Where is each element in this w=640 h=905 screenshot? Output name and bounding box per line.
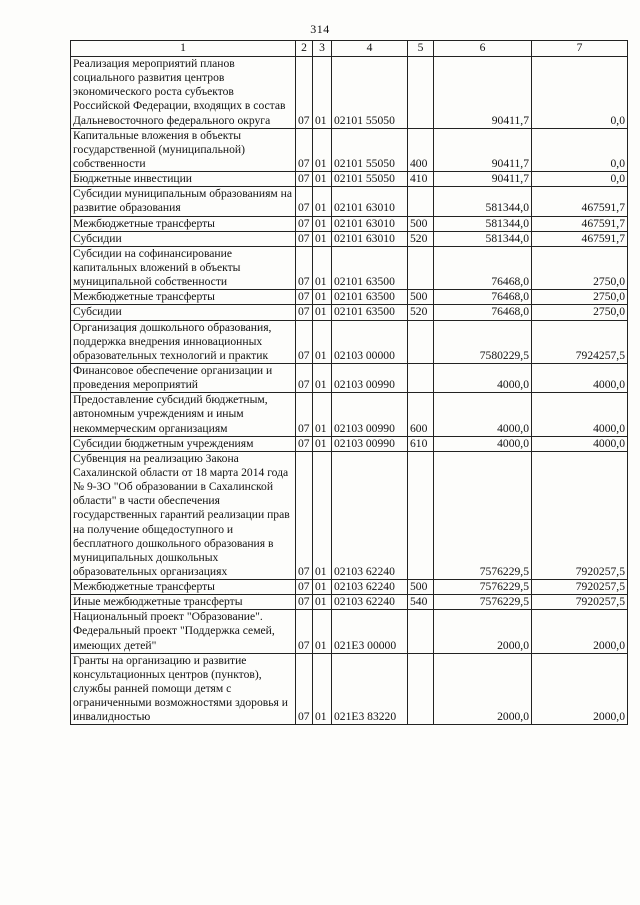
row-name: Финансовое обеспечение организации и проведения мероприятий [71,363,296,392]
page-number: 314 [310,22,330,36]
amount-year-1: 76468,0 [434,305,532,320]
section-code: 07 [296,436,313,451]
subsection-code: 01 [313,595,332,610]
expense-type-code [408,363,434,392]
amount-year-1: 76468,0 [434,246,532,289]
row-name: Организация дошкольного образования, поддержка внедрения инновационных образовательных технологий и практик [71,320,296,363]
amount-year-2: 0,0 [532,172,628,187]
expense-type-code: 500 [408,216,434,231]
amount-year-1: 7576229,5 [434,595,532,610]
section-code: 07 [296,172,313,187]
target-article-code: 02101 63500 [332,246,408,289]
section-code: 07 [296,451,313,579]
amount-year-2: 4000,0 [532,363,628,392]
table-row [71,57,628,129]
column-header: 6 [434,41,532,57]
row-name: Субсидии на софинансирование капитальных вложений в объекты муниципальной собственности [71,246,296,289]
amount-year-2: 2000,0 [532,610,628,653]
amount-year-1: 7580229,5 [434,320,532,363]
row-name: Реализация мероприятий планов социального развития центров экономического роста субъектов Российской Федерации, входящих в состав Дальневосточного федерального округа [71,57,296,129]
subsection-code: 01 [313,393,332,436]
target-article-code: 02101 63010 [332,187,408,216]
amount-year-2: 2750,0 [532,305,628,320]
target-article-code: 02101 63010 [332,216,408,231]
expense-type-code: 520 [408,231,434,246]
row-name: Межбюджетные трансферты [71,580,296,595]
row-name: Бюджетные инвестиции [71,172,296,187]
section-code: 07 [296,305,313,320]
amount-year-2: 0,0 [532,128,628,171]
expense-type-code [408,320,434,363]
column-header: 1 [71,41,296,57]
expense-type-code: 520 [408,305,434,320]
expense-type-code [408,246,434,289]
amount-year-2: 467591,7 [532,187,628,216]
section-code: 07 [296,580,313,595]
amount-year-2: 7920257,5 [532,580,628,595]
amount-year-1: 7576229,5 [434,580,532,595]
subsection-code: 01 [313,320,332,363]
expense-type-code: 610 [408,436,434,451]
amount-year-1: 7576229,5 [434,451,532,579]
target-article-code: 02101 63500 [332,305,408,320]
amount-year-1: 4000,0 [434,436,532,451]
subsection-code: 01 [313,363,332,392]
column-header: 2 [296,41,313,57]
target-article-code: 021E3 00000 [332,610,408,653]
table-row [71,610,628,653]
column-header: 7 [532,41,628,57]
amount-year-2: 7920257,5 [532,595,628,610]
row-name: Субсидии муниципальным образованиям на развитие образования [71,187,296,216]
table-row [71,172,628,187]
target-article-code: 02103 62240 [332,595,408,610]
target-article-code: 02101 55050 [332,172,408,187]
target-article-code: 02103 62240 [332,451,408,579]
table-row [71,128,628,171]
expense-type-code: 410 [408,172,434,187]
subsection-code: 01 [313,451,332,579]
section-code: 07 [296,610,313,653]
amount-year-1: 76468,0 [434,290,532,305]
table-row [71,290,628,305]
target-article-code: 021E3 83220 [332,653,408,725]
subsection-code: 01 [313,580,332,595]
target-article-code: 02103 00990 [332,363,408,392]
subsection-code: 01 [313,246,332,289]
expense-type-code: 600 [408,393,434,436]
expense-type-code [408,610,434,653]
row-name: Межбюджетные трансферты [71,290,296,305]
amount-year-1: 90411,7 [434,172,532,187]
target-article-code: 02101 63500 [332,290,408,305]
expense-type-code: 500 [408,580,434,595]
section-code: 07 [296,320,313,363]
row-name: Предоставление субсидий бюджетным, автономным учреждениям и иным некоммерческим организациям [71,393,296,436]
subsection-code: 01 [313,187,332,216]
table-row [71,320,628,363]
section-code: 07 [296,187,313,216]
row-name: Межбюджетные трансферты [71,216,296,231]
row-name: Субвенция на реализацию Закона Сахалинской области от 18 марта 2014 года № 9-ЗО "Об образовании в Сахалинской области" в части обеспечения государственных гарантий реализации прав на получение общедоступного и бесплатного дошкольного образования в муниципальных дошкольных образовательных организациях [71,451,296,579]
amount-year-1: 90411,7 [434,128,532,171]
subsection-code: 01 [313,57,332,129]
target-article-code: 02103 00990 [332,393,408,436]
table-row [71,580,628,595]
target-article-code: 02103 62240 [332,580,408,595]
amount-year-1: 581344,0 [434,216,532,231]
amount-year-1: 4000,0 [434,363,532,392]
table-row [71,187,628,216]
section-code: 07 [296,393,313,436]
expense-type-code: 400 [408,128,434,171]
table-row [71,216,628,231]
target-article-code: 02103 00990 [332,436,408,451]
subsection-code: 01 [313,216,332,231]
section-code: 07 [296,231,313,246]
subsection-code: 01 [313,128,332,171]
expense-type-code: 540 [408,595,434,610]
row-name: Капитальные вложения в объекты государственной (муниципальной) собственности [71,128,296,171]
subsection-code: 01 [313,290,332,305]
amount-year-2: 7920257,5 [532,451,628,579]
section-code: 07 [296,363,313,392]
section-code: 07 [296,128,313,171]
row-name: Иные межбюджетные трансферты [71,595,296,610]
target-article-code: 02103 00000 [332,320,408,363]
amount-year-2: 2750,0 [532,290,628,305]
expense-type-code [408,653,434,725]
table-row [71,653,628,725]
budget-table [70,40,628,725]
section-code: 07 [296,57,313,129]
row-name: Национальный проект "Образование". Федеральный проект "Поддержка семей, имеющих детей" [71,610,296,653]
section-code: 07 [296,216,313,231]
table-row [71,305,628,320]
amount-year-1: 90411,7 [434,57,532,129]
table-row [71,231,628,246]
row-name: Субсидии [71,305,296,320]
column-header: 4 [332,41,408,57]
subsection-code: 01 [313,610,332,653]
section-code: 07 [296,290,313,305]
table-row [71,436,628,451]
amount-year-1: 2000,0 [434,653,532,725]
column-header: 3 [313,41,332,57]
section-code: 07 [296,246,313,289]
target-article-code: 02101 55050 [332,57,408,129]
amount-year-2: 4000,0 [532,436,628,451]
amount-year-2: 467591,7 [532,216,628,231]
expense-type-code [408,187,434,216]
target-article-code: 02101 55050 [332,128,408,171]
row-name: Субсидии [71,231,296,246]
subsection-code: 01 [313,231,332,246]
target-article-code: 02101 63010 [332,231,408,246]
amount-year-2: 0,0 [532,57,628,129]
row-name: Субсидии бюджетным учреждениям [71,436,296,451]
table-row [71,246,628,289]
amount-year-1: 4000,0 [434,393,532,436]
expense-type-code [408,451,434,579]
section-code: 07 [296,653,313,725]
column-header: 5 [408,41,434,57]
amount-year-2: 4000,0 [532,393,628,436]
amount-year-1: 581344,0 [434,231,532,246]
section-code: 07 [296,595,313,610]
amount-year-2: 2000,0 [532,653,628,725]
subsection-code: 01 [313,305,332,320]
subsection-code: 01 [313,436,332,451]
expense-type-code [408,57,434,129]
row-name: Гранты на организацию и развитие консультационных центров (пунктов), службы ранней помощи детям с ограниченными возможностями здоровья и инвалидностью [71,653,296,725]
subsection-code: 01 [313,172,332,187]
amount-year-1: 2000,0 [434,610,532,653]
amount-year-2: 2750,0 [532,246,628,289]
amount-year-1: 581344,0 [434,187,532,216]
table-row [71,393,628,436]
header-row [71,41,628,57]
table-row [71,363,628,392]
expense-type-code: 500 [408,290,434,305]
amount-year-2: 7924257,5 [532,320,628,363]
table-row [71,595,628,610]
amount-year-2: 467591,7 [532,231,628,246]
subsection-code: 01 [313,653,332,725]
table-row [71,451,628,579]
